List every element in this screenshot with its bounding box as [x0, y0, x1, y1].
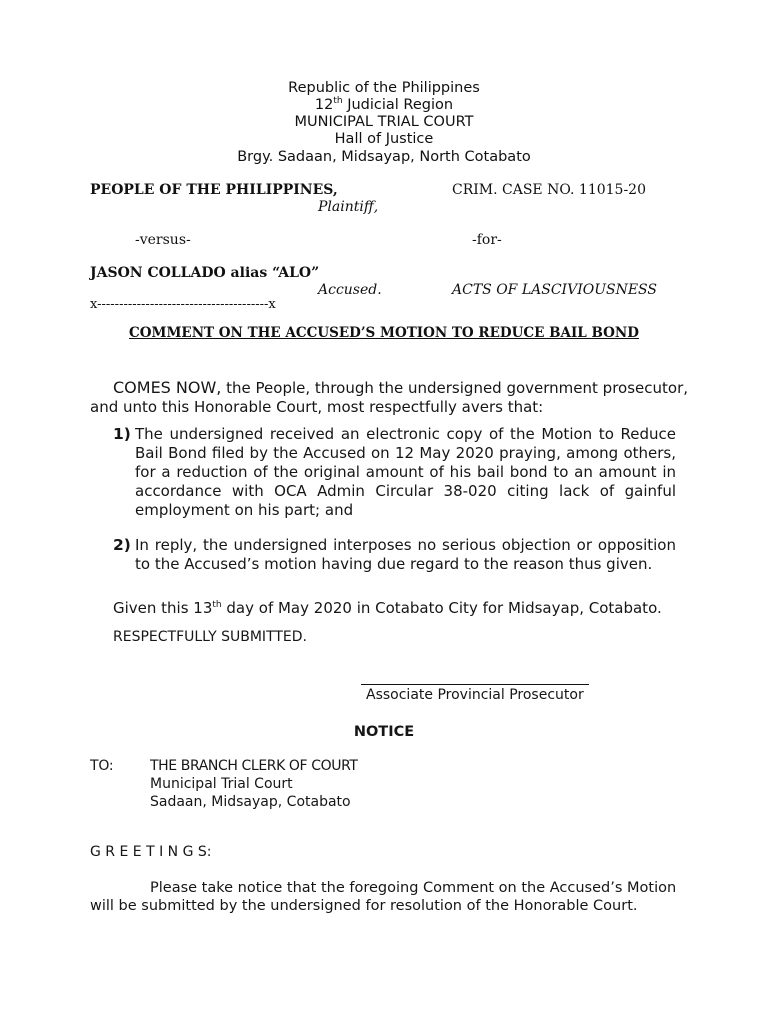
region-superscript: th — [333, 96, 343, 107]
header-court-name: MUNICIPAL TRIAL COURT — [294, 114, 474, 130]
region-text: Judicial Region — [342, 97, 454, 113]
signature-line — [361, 684, 589, 685]
plaintiff-role: Plaintiff, — [318, 199, 379, 215]
item-1-text: The undersigned received an electronic copy of the Motion to Reduce Bail Bond filed by the Accused on 12 May 2020 praying, among others, for a reduction of the original amount of his bail bond to an amount in accordance with OCA Admin Circular 38-020 citing lack of gainful employment on his part; and — [135, 425, 676, 519]
header-hall-of-justice: Hall of Justice — [334, 131, 434, 147]
respectfully-submitted: RESPECTFULLY SUBMITTED. — [113, 629, 307, 645]
signatory-title: Associate Provincial Prosecutor — [366, 687, 584, 703]
intro-line-1 — [113, 378, 688, 398]
plaintiff-name — [90, 182, 338, 198]
accused-role: Accused. — [318, 282, 382, 298]
greetings: G R E E T I N G S: — [90, 844, 212, 860]
plaintiff-name-text: PEOPLE OF THE PHILIPPINES — [90, 182, 333, 198]
for-label: -for- — [472, 232, 502, 248]
comes-now: COMES NOW, — [113, 378, 222, 397]
header-judicial-region — [0, 97, 768, 114]
notice-text-line-2: will be submitted by the undersigned for resolution of the Honorable Court. — [90, 898, 638, 914]
given-superscript: th — [212, 600, 222, 610]
to-label: TO: — [90, 758, 114, 774]
item-2-number: 2) — [113, 536, 131, 554]
to-recipient-line-3: Sadaan, Midsayap, Cotabato — [150, 794, 351, 810]
versus-label: -versus- — [135, 232, 191, 248]
accused-name: JASON COLLADO alias “ALO” — [90, 265, 320, 281]
intro-line-2: and unto this Honorable Court, most respectfully avers that: — [90, 398, 544, 416]
plaintiff-comma: , — [332, 182, 338, 198]
case-number: CRIM. CASE NO. 11015-20 — [452, 182, 646, 198]
given-pre: Given this 13 — [113, 599, 213, 617]
header-address: Brgy. Sadaan, Midsayap, North Cotabato — [237, 149, 531, 165]
region-number: 12 — [314, 97, 334, 113]
header-republic: Republic of the Philippines — [288, 80, 480, 96]
to-recipient-line-1: THE BRANCH CLERK OF COURT — [150, 758, 358, 774]
item-2-text: In reply, the undersigned interposes no serious objection or opposition to the Accused’s motion having due regard to the reason thus given. — [135, 536, 676, 573]
intro-rest: the People, through the undersigned government prosecutor, — [221, 379, 689, 397]
notice-text-line-1: Please take notice that the foregoing Comment on the Accused’s Motion — [150, 880, 677, 896]
item-1-number: 1) — [113, 425, 131, 443]
offense: ACTS OF LASCIVIOUSNESS — [452, 282, 657, 298]
document-title: COMMENT ON THE ACCUSED’S MOTION TO REDUCE BAIL BOND — [129, 325, 639, 341]
caption-divider: x---------------------------------------x — [90, 297, 276, 312]
given-post: day of May 2020 in Cotabato City for Midsayap, Cotabato. — [221, 599, 662, 617]
given-line — [113, 599, 662, 618]
to-recipient-line-2: Municipal Trial Court — [150, 776, 293, 792]
notice-heading: NOTICE — [353, 724, 415, 740]
